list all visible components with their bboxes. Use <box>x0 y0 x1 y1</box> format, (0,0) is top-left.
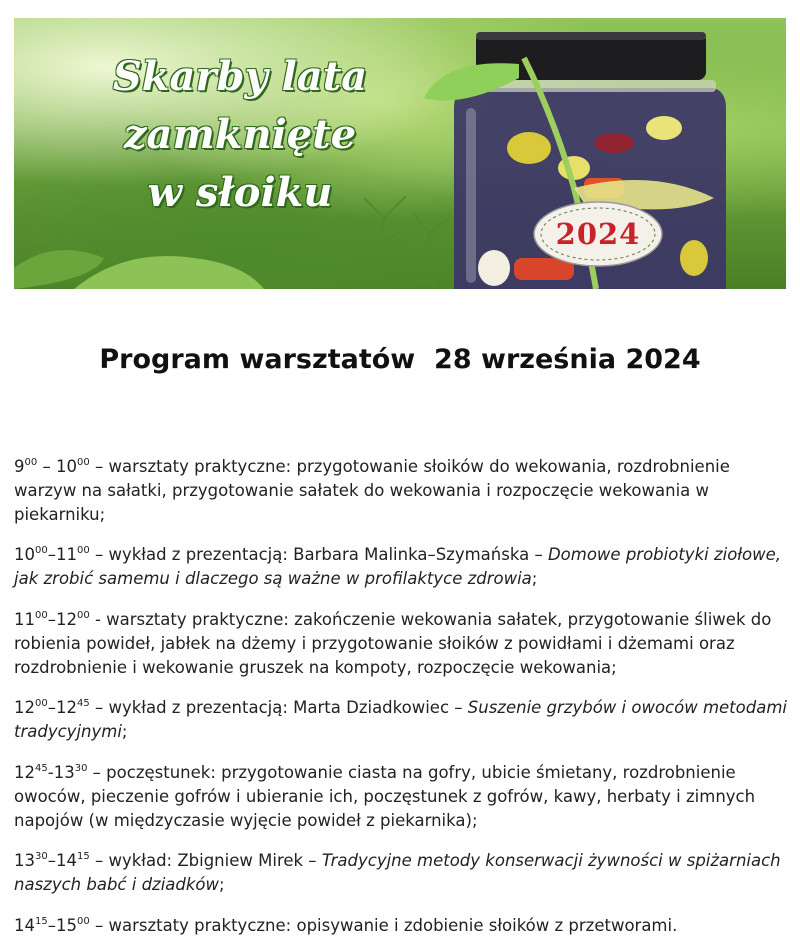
time-end-hour: 11 <box>55 545 77 564</box>
banner-title-line: Skarby lata <box>112 53 368 100</box>
page-title: Program warsztatów 28 września 2024 <box>99 344 701 375</box>
time-start-hour: 14 <box>14 915 35 935</box>
program-description: – poczęstunek: przygotowanie ciasta na gofry, ubicie śmietany, rozdrobnienie owoców, pieczenie gofrów i ubieranie ich, poczęstunek z gofrów, kawy, herbaty i zimnych napojów (w międzyczasie wyjęcie powideł z piekarnika) <box>14 762 756 830</box>
time-end-hour: 10 <box>55 456 77 476</box>
program-item-end: ; <box>471 810 478 830</box>
header-banner <box>14 18 786 289</box>
time-start-hour: 11 <box>14 609 35 629</box>
time-end-minute: 30 <box>74 762 88 774</box>
program-item-end: ; <box>219 875 225 894</box>
time-end-hour: 13 <box>53 762 75 782</box>
time-start-minute: 00 <box>35 698 48 709</box>
time-start-hour: 12 <box>14 762 35 782</box>
time-start-minute: 00 <box>35 545 48 556</box>
time-separator: – <box>47 545 56 564</box>
time-end-hour: 12 <box>55 698 77 717</box>
program-item <box>14 696 790 744</box>
time-end-minute: 15 <box>76 851 90 862</box>
banner-title-line: w słoiku <box>147 169 333 216</box>
program-item <box>14 761 790 833</box>
time-end-hour: 15 <box>55 915 77 935</box>
program-description: – warsztaty praktyczne: opisywanie i zdobienie słoików z przetworami <box>89 915 673 935</box>
time-start-minute: 45 <box>35 762 48 774</box>
time-start-hour: 13 <box>14 851 35 870</box>
time-separator: – <box>37 456 56 476</box>
time-end-hour: 12 <box>55 609 77 629</box>
program-item-end: ; <box>99 504 106 524</box>
program-lecture-title: Suszenie grzybów i owoców metodami tradycyjnymi <box>14 698 787 741</box>
program-lecture-title: Tradycyjne metody konserwacji żywności w spiżarniach naszych babć i dziadków <box>14 851 781 894</box>
program-description: - warsztaty praktyczne: zakończenie wekowania sałatek, przygotowanie śliwek do robienia powideł, jabłek na dżemy i przygotowanie słoików z powidłami i dżemami oraz rozdrobnienie i wekowanie gruszek na kompoty, rozpoczęcie wekowania <box>14 609 772 677</box>
program-item-end: ; <box>121 722 128 741</box>
program-description: – wykład z prezentacją: Marta Dziadkowiec – <box>89 698 468 717</box>
time-start-minute: 30 <box>35 851 48 862</box>
program-item <box>14 543 790 591</box>
program-description: – warsztaty praktyczne: przygotowanie słoików do wekowania, rozdrobnienie warzyw na sałatki, przygotowanie sałatek do wekowania i rozpoczęcie wekowania w piekarniku <box>14 456 730 524</box>
time-separator: – <box>47 698 56 717</box>
program-item-end: . <box>672 915 678 935</box>
program-list <box>14 438 790 948</box>
time-end-minute: 45 <box>76 698 90 709</box>
program-item-end: ; <box>611 657 617 677</box>
program-item <box>14 455 790 527</box>
program-item-end: ; <box>531 569 538 588</box>
time-separator: – <box>47 609 56 629</box>
time-end-minute: 00 <box>76 915 90 927</box>
banner-title <box>80 48 400 222</box>
time-start-minute: 00 <box>35 609 48 621</box>
time-start-hour: 9 <box>14 456 25 476</box>
time-separator: - <box>47 762 54 782</box>
year-badge: 2024 <box>555 217 641 251</box>
program-description: – wykład: Zbigniew Mirek – <box>89 851 322 870</box>
program-lecture-title: Domowe probiotyki ziołowe, jak zrobić samemu i dlaczego są ważne w profilaktyce zdrowia <box>14 545 782 588</box>
program-item <box>14 914 790 938</box>
time-start-hour: 10 <box>14 545 35 564</box>
banner-title-line: zamknięte <box>123 111 357 158</box>
time-separator: – <box>47 851 56 870</box>
program-item <box>14 608 790 680</box>
time-separator: – <box>47 915 56 935</box>
program-item <box>14 849 790 897</box>
time-end-hour: 14 <box>55 851 77 870</box>
time-start-minute: 15 <box>35 915 48 927</box>
time-end-minute: 00 <box>76 456 90 468</box>
program-description: – wykład z prezentacją: Barbara Malinka–Szymańska – <box>89 545 548 564</box>
time-end-minute: 00 <box>76 545 90 556</box>
time-start-minute: 00 <box>24 456 38 468</box>
time-end-minute: 00 <box>76 609 90 621</box>
time-start-hour: 12 <box>14 698 35 717</box>
